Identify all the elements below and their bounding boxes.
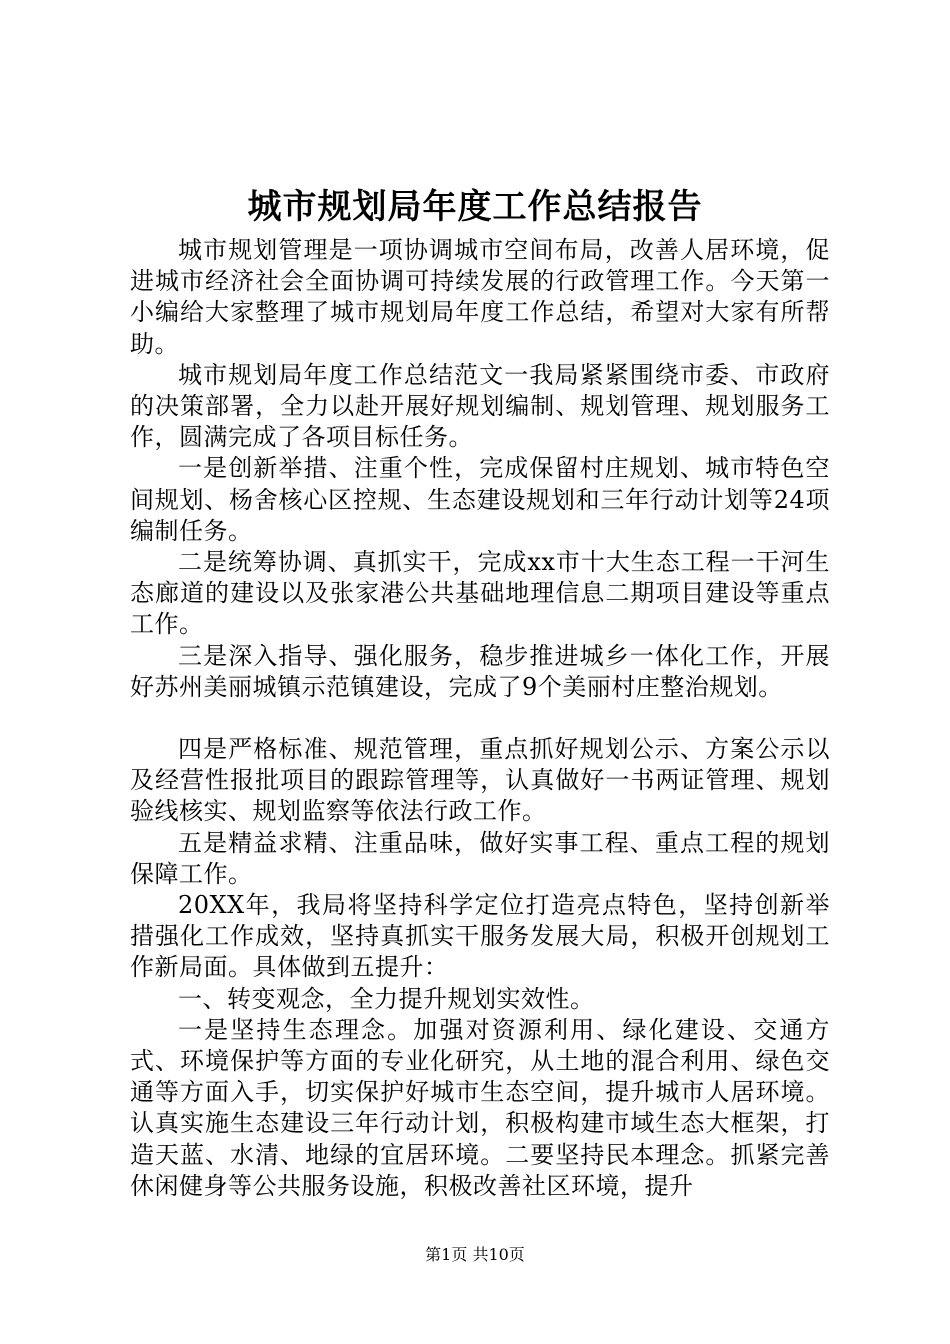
document-body	[130, 235, 830, 1202]
paragraph-next-year-plan: 20XX年，我局将坚持科学定位打造亮点特色，坚持创新举措强化工作成效，坚持真抓实干服务发展大局，积极开创规划工作新局面。具体做到五提升：	[130, 891, 830, 982]
paragraph-section-heading-1: 一、转变观念，全力提升规划实效性。	[178, 984, 595, 1013]
paragraph-intro: 城市规划管理是一项协调城市空间布局，改善人居环境，促进城市经济社会全面协调可持续发展的行政管理工作。今天第一小编给大家整理了城市规划局年度工作总结，希望对大家有所帮助。	[130, 236, 830, 358]
page-number-footer: 第1页 共10页	[425, 1245, 525, 1264]
paragraph-point-2: 二是统筹协调、真抓实干，完成xx市十大生态工程一干河生态廊道的建设以及张家港公共基础地理信息二期项目建设等重点工作。	[130, 548, 830, 639]
paragraph-summary-opening: 城市规划局年度工作总结范文一我局紧紧围绕市委、市政府的决策部署，全力以赴开展好规划编制、规划管理、规划服务工作，圆满完成了各项目标任务。	[130, 360, 830, 452]
document-title: 城市规划局年度工作总结报告	[247, 187, 703, 227]
paragraph-ecology-concept: 一是坚持生态理念。加强对资源利用、绿化建设、交通方式、环境保护等方面的专业化研究，从土地的混合利用、绿色交通等方面入手，切实保护好城市生态空间，提升城市人居环境。认真实施生态建设三年行动计划，积极构建市域生态大框架，打造天蓝、水清、地绿的宜居环境。二要坚持民本理念。抓紧完善休闲健身等公共服务设施，积极改善社区环境，提升	[130, 1015, 830, 1200]
paragraph-point-3: 三是深入指导、强化服务，稳步推进城乡一体化工作，开展好苏州美丽城镇示范镇建设，完成了9个美丽村庄整治规划。	[130, 641, 830, 701]
paragraph-point-1: 一是创新举措、注重个性，完成保留村庄规划、城市特色空间规划、杨舍核心区控规、生态建设规划和三年行动计划等24项编制任务。	[130, 454, 830, 545]
paragraph-point-5: 五是精益求精、注重品味，做好实事工程、重点工程的规划保障工作。	[130, 828, 830, 888]
paragraph-point-4: 四是严格标准、规范管理，重点抓好规划公示、方案公示以及经营性报批项目的跟踪管理等，认真做好一书两证管理、规划验线核实、规划监察等依法行政工作。	[130, 735, 830, 826]
